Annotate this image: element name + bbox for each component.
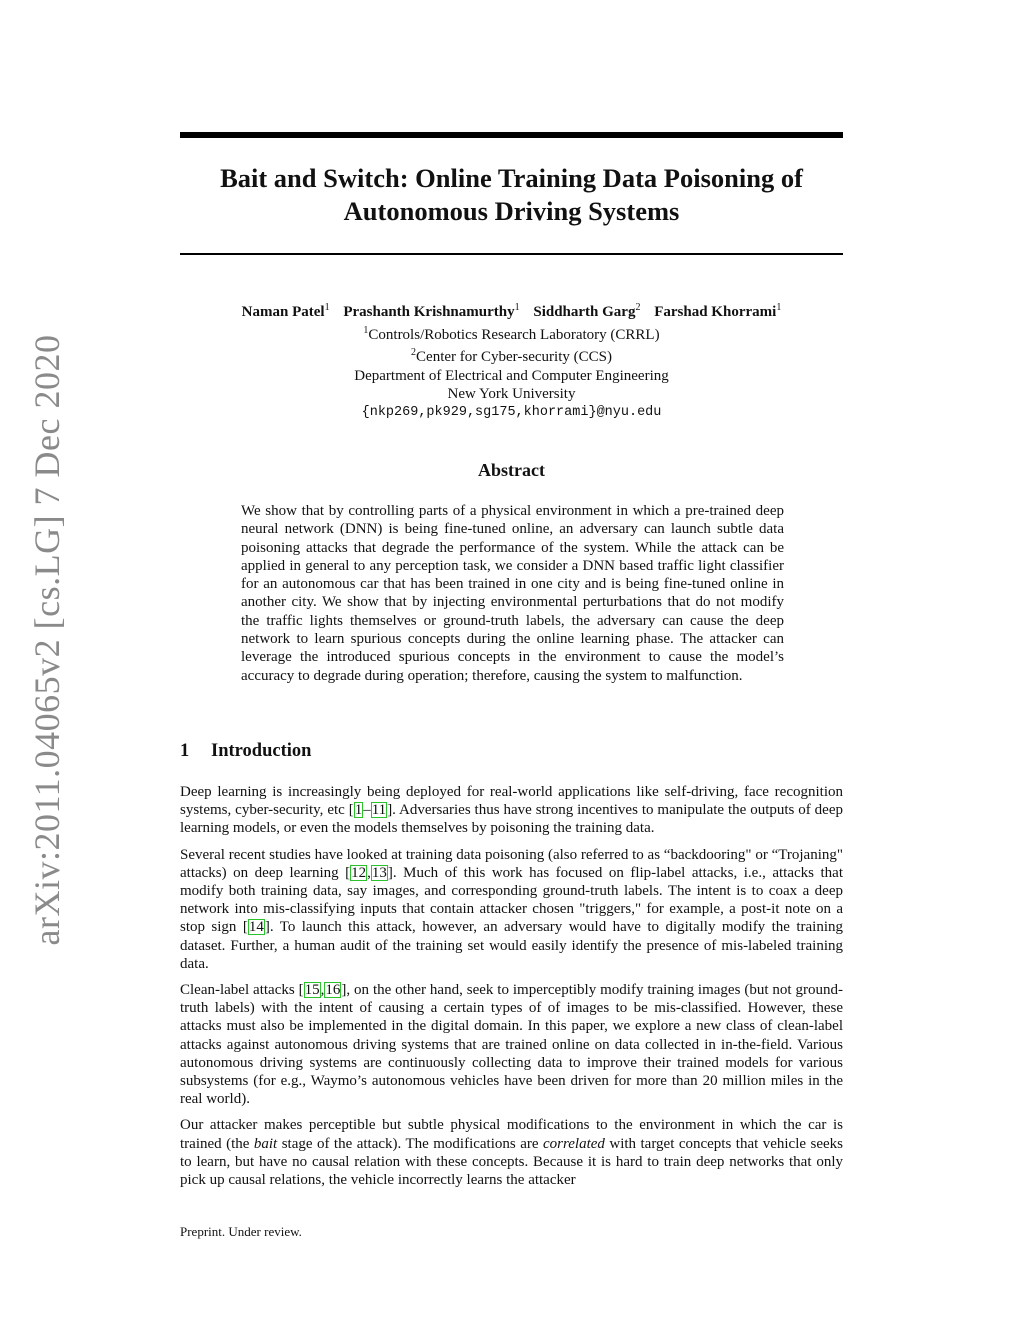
- citation-link[interactable]: 15: [304, 982, 320, 999]
- title-line-1: Bait and Switch: Online Training Data Poisoning of: [220, 163, 803, 193]
- author: Siddharth Garg$^2$: [533, 302, 641, 320]
- abstract-text: We show that by controlling parts of a physical environment in which a pre-trained deep neural network (DNN) is being fine-tuned online, an adversary can launch subtle data poisoning attacks that degrade the performance of the system. While the attack can be applied in general to any perception task, we consider a DNN based traffic light classifier for an autonomous car that has been trained in one city and is being fine-tuned online in another city. We show that by injecting environmental perturbations that do not modify the traffic lights themselves or ground-truth labels, the adversary can cause the deep network to learn spurious concepts during the online learning phase. The attacker can leverage the introduced spurious concepts in the environment to cause the model’s accuracy to degrade during operation; therefore, causing the system to malfunction.: [241, 503, 784, 684]
- citation-link[interactable]: 13: [371, 864, 387, 881]
- affiliation: $^1$Controls/Robotics Research Laboratory (CRRL): [363, 324, 660, 343]
- citation-link[interactable]: 16: [325, 982, 341, 999]
- author-block: [180, 299, 843, 422]
- footer-note: Preprint. Under review.: [180, 1224, 302, 1239]
- section-heading: [180, 741, 311, 762]
- affiliation: $^2$Center for Cyber-security (CCS): [411, 347, 612, 365]
- citation-link[interactable]: 12: [351, 864, 367, 881]
- abstract-heading: Abstract: [478, 460, 545, 480]
- citation-link[interactable]: 1: [354, 802, 363, 819]
- paragraph: Our attacker makes perceptible but subtle physical modifications to the environment in which the car is trained (the bait stage of the attack). The modifications are correlated with target concepts that vehicle seeks to learn, but have no causal relation with these concepts. Because it is hard to train deep networks that only pick up causal relations, the vehicle incorrectly learns the attacker: [180, 1117, 843, 1189]
- title-bottom-rule: [180, 253, 843, 255]
- paragraph: Deep learning is increasingly being deployed for real-world applications like self-driving, face recognition systems, cyber-security, etc [1–11]. Adversaries thus have strong incentives to manipulate the outputs of deep learning models, or even the models themselves by poisoning the training data.: [180, 784, 844, 837]
- paragraph: Several recent studies have looked at training data poisoning (also referred to as “backdooring" or “Trojaning" attacks) on deep learning [12,13]. Much of this work has focused on flip-label attacks, i.e., attacks that modify both training data, say images, and corresponding ground-truth labels. The intent is to coax a deep network into mis-classifying inputs that contain attacker chosen "triggers," for example, a post-it note on a stop sign [14]. To launch this attack, however, an adversary would have to digitally modify the training dataset. Further, a human audit of the training set would easily identify the presence of mis-labeled training data.: [180, 846, 843, 972]
- title-line-2: Autonomous Driving Systems: [343, 196, 680, 226]
- section-number: 1: [180, 741, 190, 761]
- department: Department of Electrical and Computer Engineering: [354, 367, 669, 384]
- introduction-body: [180, 783, 843, 1197]
- author: Farshad Khorrami$^1$: [654, 302, 782, 320]
- author: Prashanth Krishnamurthy$^1$: [343, 302, 520, 320]
- author: Naman Patel$^1$: [241, 302, 330, 320]
- author-emails[interactable]: {nkp269,pk929,sg175,khorrami}@nyu.edu: [361, 404, 662, 420]
- paper-title: [180, 162, 843, 228]
- paragraph: Clean-label attacks [15,16], on the other hand, seek to imperceptibly modify training images (but not ground-truth labels) with the intent of causing a certain types of of images to be mis-classified. However, these attacks must also be implemented in the digital domain. In this paper, we explore a new class of clean-label attacks against autonomous driving systems that are trained online on data collected in in-the-field. Various autonomous driving systems are continuously collecting data to improve their trained models for various subsystems (for e.g., Waymo’s autonomous vehicles have been driven for more than 20 million miles in the real world).: [180, 982, 843, 1108]
- citation-link[interactable]: 11: [371, 802, 387, 819]
- title-top-rule: [180, 132, 843, 138]
- university: New York University: [447, 386, 576, 402]
- author-names: [180, 299, 843, 322]
- arxiv-stamp: arXiv:2011.04065v2 [cs.LG] 7 Dec 2020: [27, 334, 67, 946]
- citation-link[interactable]: 14: [248, 919, 264, 936]
- section-title: Introduction: [211, 741, 312, 761]
